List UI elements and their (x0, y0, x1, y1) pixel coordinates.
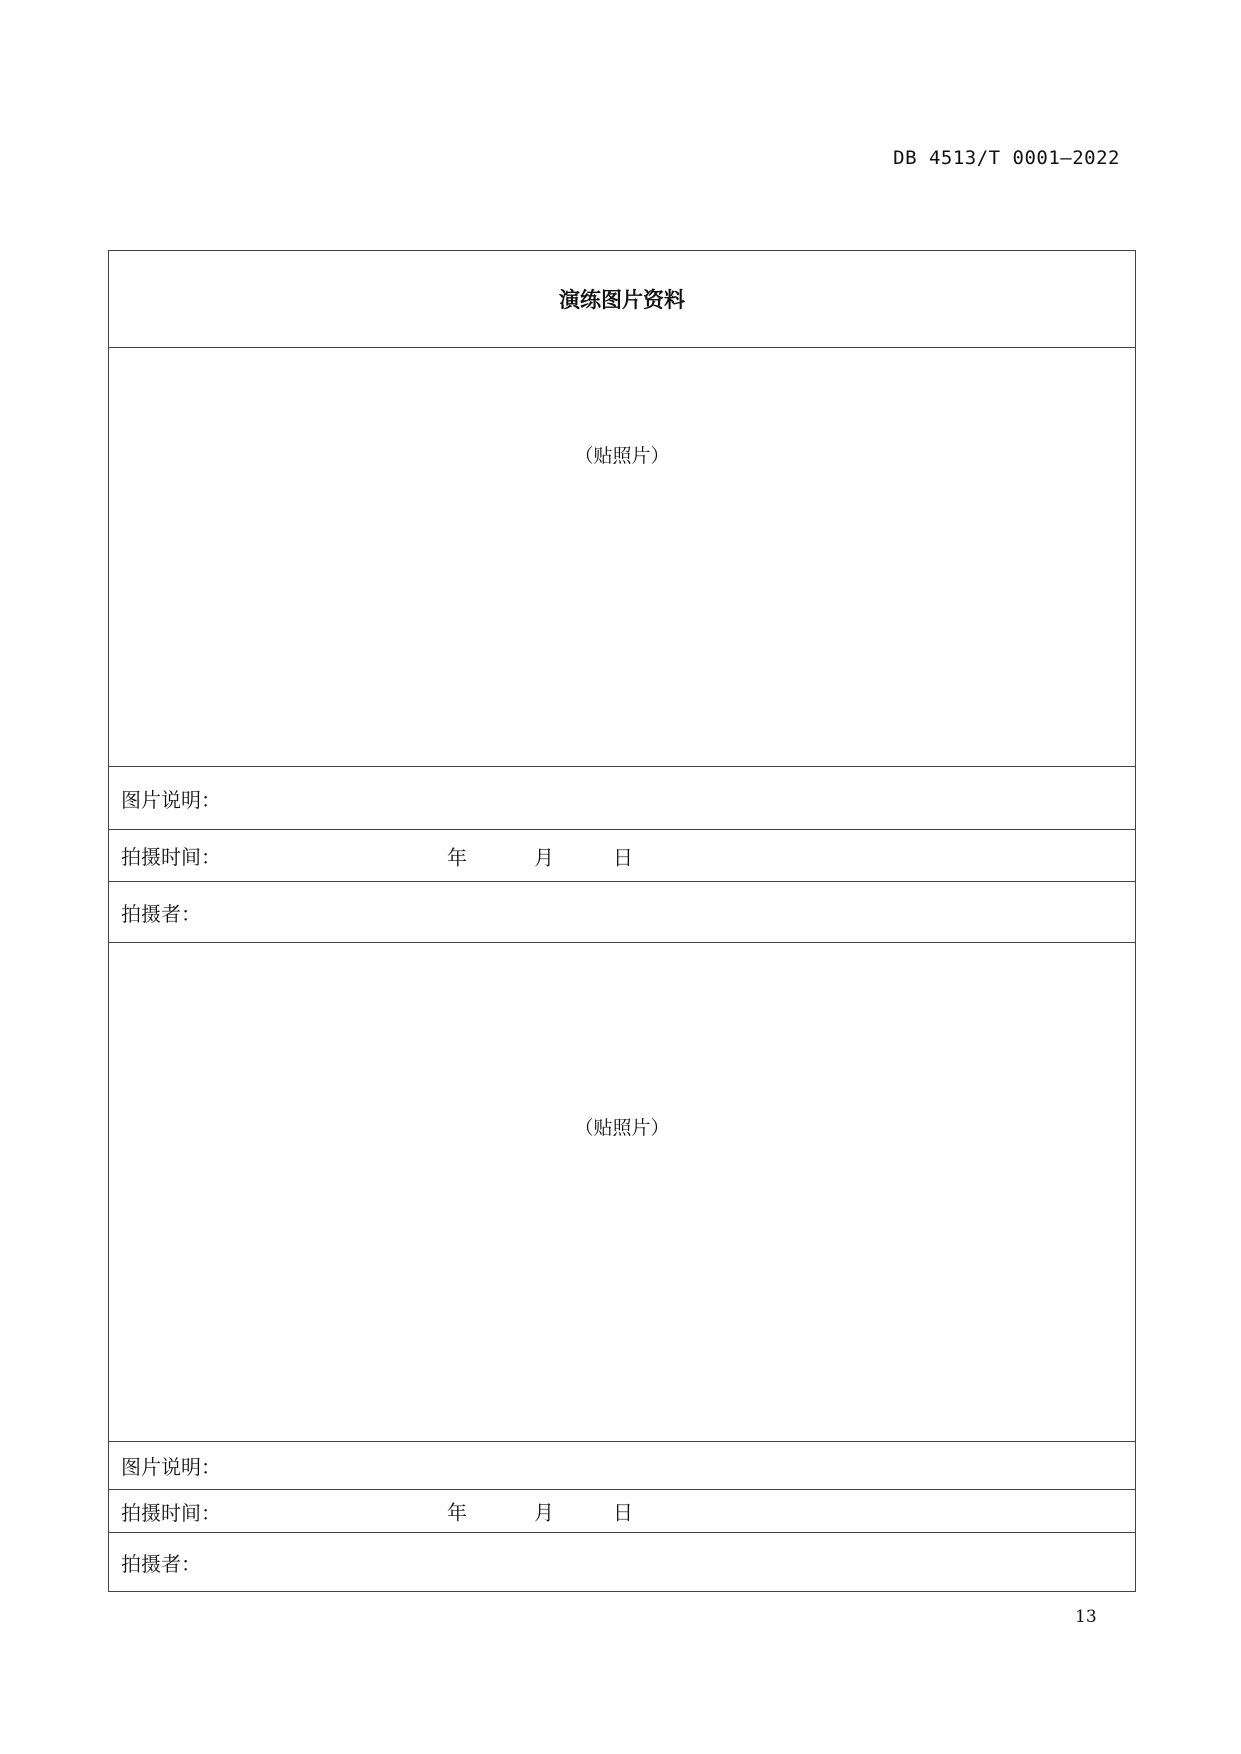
month-label-1: 月 (534, 845, 554, 869)
photographer-row-2[interactable] (109, 1533, 1135, 1591)
photographer-label-1: 拍摄者： (121, 901, 201, 926)
photo-area-2[interactable] (109, 943, 1135, 1442)
photographer-row-1[interactable] (109, 882, 1135, 943)
caption-label-1: 图片说明： (121, 787, 221, 812)
photo-record-table (108, 250, 1136, 1592)
shoot-time-row-1[interactable] (109, 830, 1135, 882)
document-code: DB 4513/T 0001—2022 (893, 147, 1120, 169)
shoot-time-row-2[interactable] (109, 1490, 1135, 1533)
day-label-2: 日 (613, 1500, 633, 1525)
shoot-time-label-1: 拍摄时间： (121, 845, 221, 869)
photo-area-1[interactable] (109, 348, 1135, 767)
page-number: 13 (1075, 1607, 1097, 1627)
caption-label-2: 图片说明： (121, 1455, 221, 1479)
caption-row-1[interactable] (109, 767, 1135, 830)
caption-row-2[interactable] (109, 1442, 1135, 1490)
table-title: 演练图片资料 (109, 251, 1135, 348)
year-label-2: 年 (447, 1500, 467, 1525)
year-label-1: 年 (447, 845, 467, 869)
month-label-2: 月 (534, 1500, 554, 1525)
photo-placeholder-1: （贴照片） (574, 445, 670, 467)
photographer-label-2: 拍摄者： (121, 1551, 201, 1576)
photo-placeholder-2: （贴照片） (574, 1117, 670, 1139)
shoot-time-label-2: 拍摄时间： (121, 1500, 221, 1525)
day-label-1: 日 (613, 845, 633, 869)
